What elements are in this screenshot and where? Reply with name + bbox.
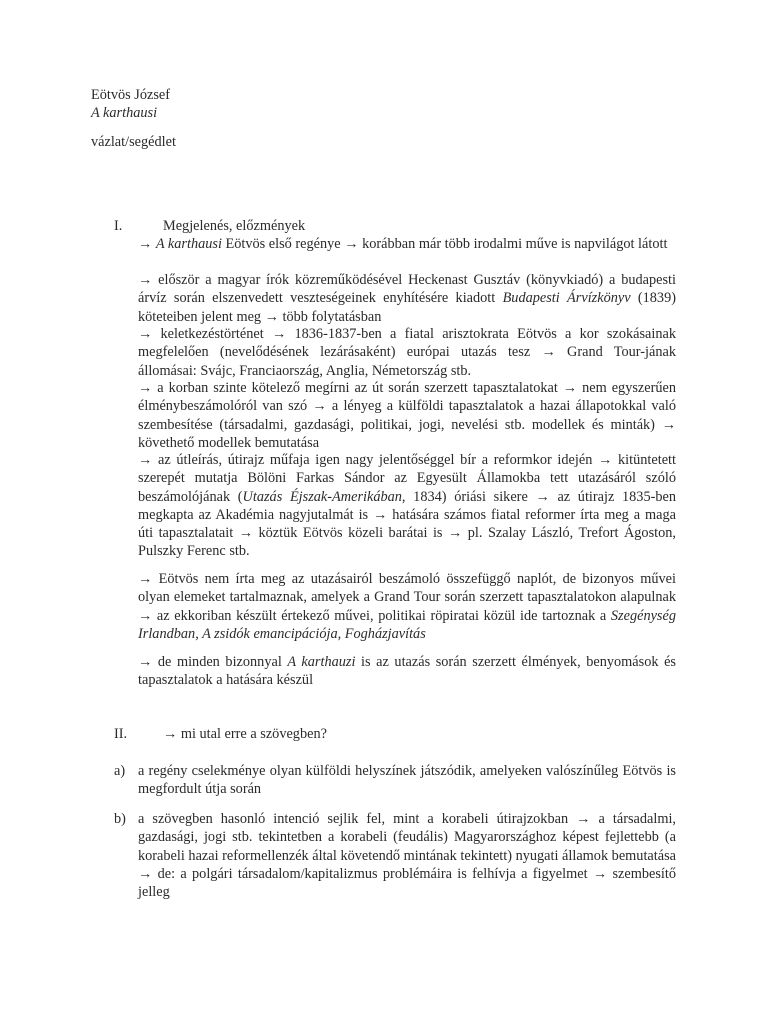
paragraph-7: → de minden bizonnyal A karthauzi is az utazás során szerzett élmények, benyomások és tapasztalatok a hatására készül	[138, 654, 676, 689]
document-subtitle: vázlat/segédlet	[91, 134, 176, 150]
author-name: Eötvös József	[91, 87, 171, 103]
paragraph-3: → keletkezéstörténet → 1836-1837-ben a fiatal arisztokrata Eötvös a kor szokásainak megfelelően (nevelődésének lezárásaként) európai utazás tesz → Grand Tour-jának állomásai: Svájc, Franciaország, Anglia, Németország stb.	[138, 326, 676, 379]
paragraph-5: → az útleírás, útirajz műfaja igen nagy jelentőséggel bír a reformkor idején → kitüntetett szerepét mutatja Bölöni Farkas Sándor az Egyesült Államokba tett utazásáról szóló beszámolójának (Utazás Éjszak-Amerikában, 1834) óriási sikere → az útirajz 1835-ben megkapta az Akadémia nagyjutalmát is → hatására számos fiatal reformer írta meg a maga úti tapasztalatait → köztük Eötvös közeli barátai is → pl. Szalay László, Trefort Ágoston, Pulszky Ferenc stb.	[138, 452, 677, 560]
paragraph-4: → a korban szinte kötelező megírni az út során szerzett tapasztalatokat → nem egyszerűen élménybeszámolóról van szó → a lényeg a külföldi tapasztalatok a hazai állapotokkal való szembesítése (társadalmi, gazdasági, politikai, jogi, nevelési stb. modellek és minták) → követhető modellek bemutatása	[138, 380, 676, 451]
list-item-b: a szövegben hasonló intenció sejlik fel, mint a korabeli útirajzokban → a társadalmi, gazdasági, jogi stb. tekintetben a korabeli (feudális) Magyarországhoz képest fejlettebb (a korabeli hazai reformellenzék által követendő mintának tekintett) nyugati államok bemutatása → de: a polgári társadalom/kapitalizmus problémáira is felhívja a figyelmet → szembesítő jelleg	[138, 811, 676, 901]
section-2-number: II.	[114, 726, 128, 742]
paragraph-2: → először a magyar írók közreműködésével Heckenast Gusztáv (könyvkiadó) a budapesti árvíz során elszenvedett veszteségeinek enyhítésére kiadott Budapesti Árvízkönyv (1839) köteteiben jelent meg → több folytatásban	[138, 272, 676, 325]
list-marker-a: a)	[114, 763, 126, 779]
work-title: A karthausi	[91, 105, 158, 121]
list-marker-b: b)	[114, 811, 126, 827]
paragraph-6: → Eötvös nem írta meg az utazásairól beszámoló összefüggő naplót, de bizonyos művei olyan elemeket tartalmaznak, amelyek a Grand Tour során szerzett tapasztalatokon alapulnak → az ekkoriban készült értekező művei, politikai röpiratai közül ide tartoznak a Szegénység Irlandban, A zsidók emancipációja, Fogházjavítás	[138, 571, 676, 642]
list-item-a: a regény cselekménye olyan külföldi helyszínek játszódik, amelyeken valószínűleg Eötvös is megfordult útja során	[138, 763, 676, 798]
section-1-number: I.	[114, 218, 123, 234]
section-1-heading: Megjelenés, előzmények	[163, 218, 306, 234]
section-2-heading: → mi utal erre a szövegben?	[163, 726, 327, 742]
paragraph-1: → A karthausi Eötvös első regénye → korábban már több irodalmi műve is napvilágot látott	[138, 236, 668, 252]
